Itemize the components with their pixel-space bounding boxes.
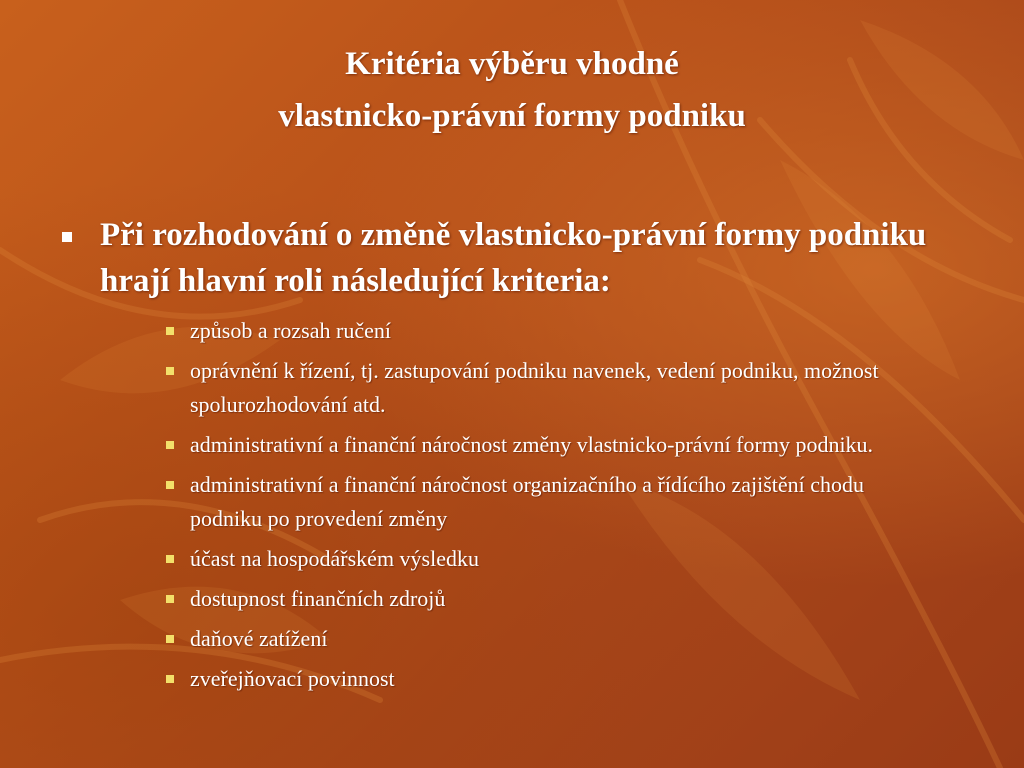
list-item	[166, 314, 926, 348]
title-line-2: vlastnicko-právní formy podniku	[278, 98, 746, 134]
list-item-text: účast na hospodářském výsledku	[190, 546, 479, 571]
list-item-text: dostupnost finančních zdrojů	[190, 586, 446, 611]
list-item-text: způsob a rozsah ručení	[190, 318, 391, 343]
list-item-text: administrativní a finanční náročnost organizačního a řídícího zajištění chodu podniku po provedení změny	[190, 472, 865, 531]
list-item	[166, 354, 926, 422]
list-item-text: administrativní a finanční náročnost změny vlastnicko-právní formy podniku.	[190, 432, 874, 457]
list-item-text: zveřejňovací povinnost	[190, 666, 395, 691]
square-bullet-icon	[166, 635, 174, 643]
criteria-list	[166, 314, 926, 702]
list-item	[166, 622, 926, 656]
square-bullet-icon	[62, 232, 72, 242]
main-bullet-text: Při rozhodování o změně vlastnicko-právní formy podniku hrají hlavní roli následující kriteria:	[100, 217, 927, 299]
square-bullet-icon	[166, 555, 174, 563]
square-bullet-icon	[166, 595, 174, 603]
list-item	[166, 582, 926, 616]
list-item	[166, 542, 926, 576]
list-item-text: daňové zatížení	[190, 626, 328, 651]
slide-title	[0, 38, 1024, 142]
square-bullet-icon	[166, 675, 174, 683]
list-item	[166, 428, 926, 462]
square-bullet-icon	[166, 367, 174, 375]
list-item	[166, 662, 926, 696]
main-bullet	[62, 212, 962, 304]
square-bullet-icon	[166, 481, 174, 489]
square-bullet-icon	[166, 441, 174, 449]
title-line-1: Kritéria výběru vhodné	[345, 46, 679, 82]
list-item-text: oprávnění k řízení, tj. zastupování podniku navenek, vedení podniku, možnost spolurozhodování atd.	[190, 358, 879, 417]
square-bullet-icon	[166, 327, 174, 335]
list-item	[166, 468, 926, 536]
